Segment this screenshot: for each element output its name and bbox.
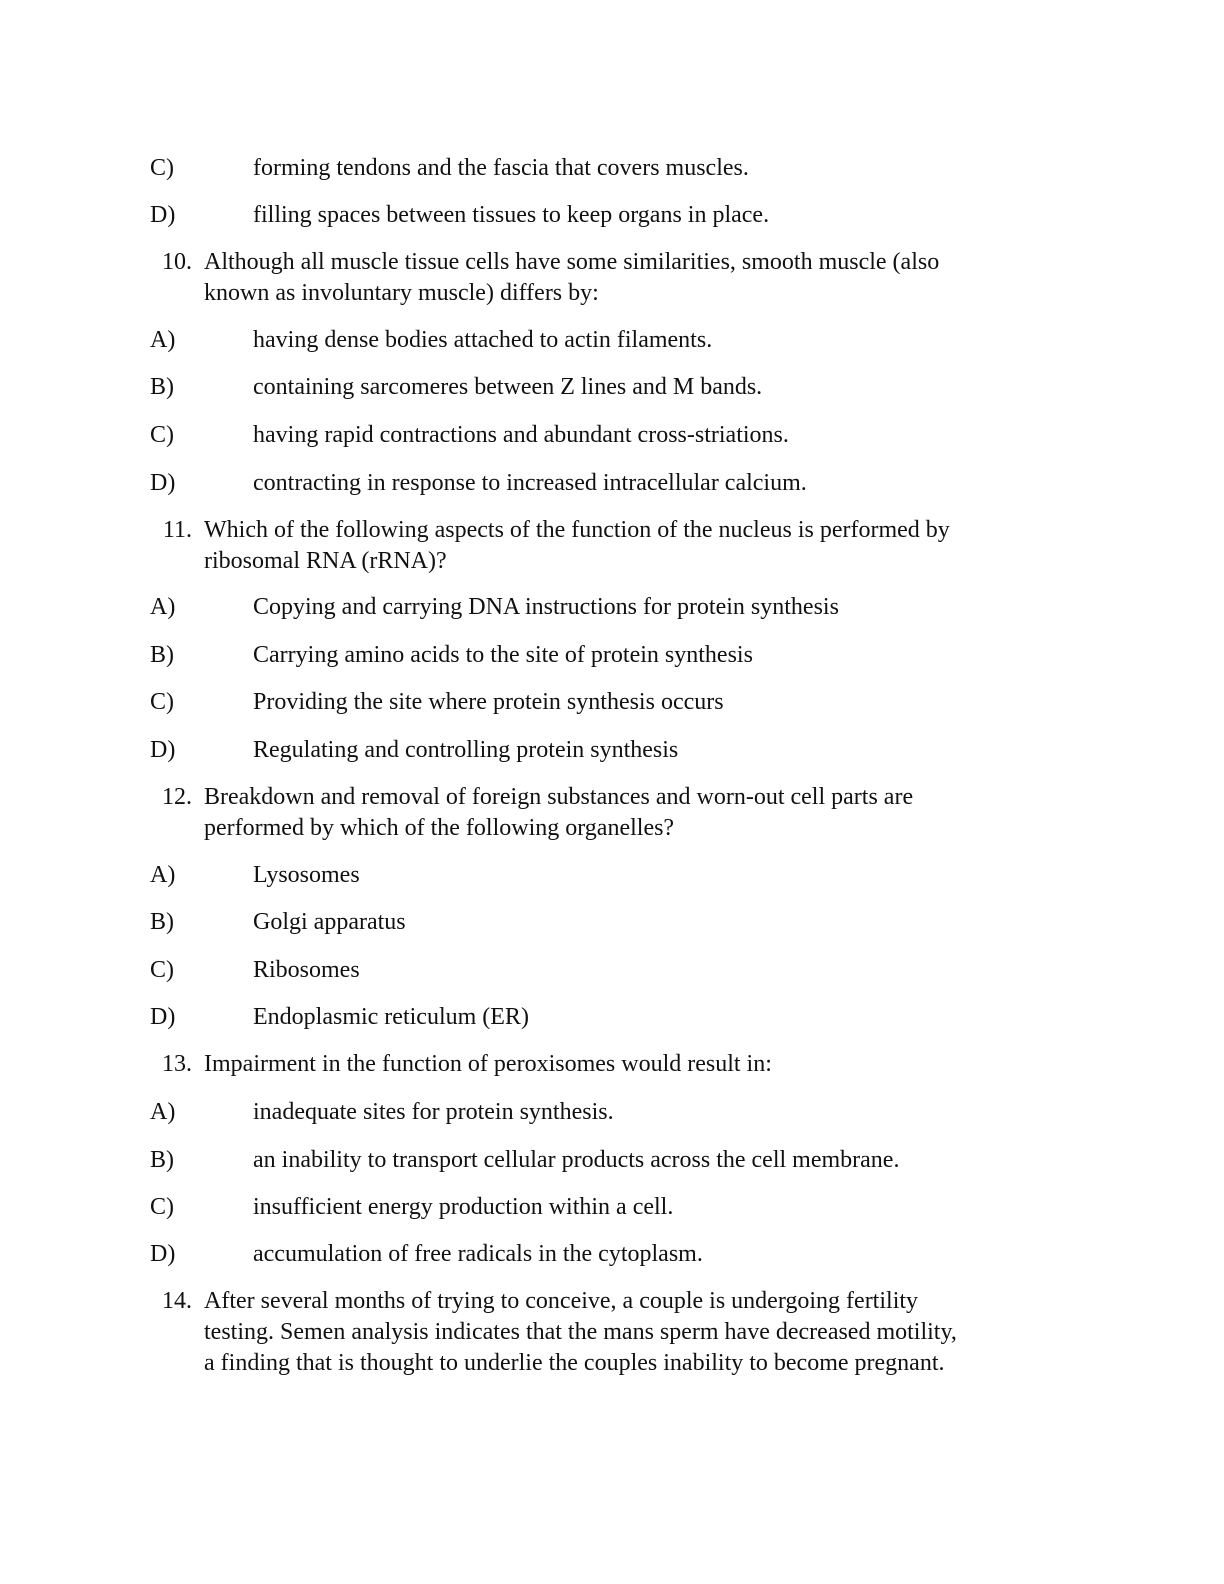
option-text: Carrying amino acids to the site of protein synthesis bbox=[253, 642, 753, 668]
option-text: Copying and carrying DNA instructions for protein synthesis bbox=[253, 594, 839, 620]
option-letter: C) bbox=[150, 957, 174, 983]
option-text: containing sarcomeres between Z lines and M bands. bbox=[253, 374, 763, 400]
option-text: forming tendons and the fascia that covers muscles. bbox=[253, 155, 749, 181]
question-line: Impairment in the function of peroxisomes would result in: bbox=[204, 1051, 772, 1077]
option-text: having dense bodies attached to actin filaments. bbox=[253, 327, 713, 353]
question-line: Which of the following aspects of the function of the nucleus is performed by bbox=[204, 517, 950, 543]
question-line: Breakdown and removal of foreign substances and worn-out cell parts are bbox=[204, 784, 914, 810]
option-letter: C) bbox=[150, 1194, 174, 1220]
option-letter: D) bbox=[150, 1241, 176, 1267]
option-letter: D) bbox=[150, 470, 176, 496]
option-text: Ribosomes bbox=[253, 957, 360, 983]
question-number: 14. bbox=[162, 1288, 192, 1314]
question-text bbox=[204, 1286, 1064, 1379]
question-number: 13. bbox=[162, 1051, 192, 1077]
option-letter: B) bbox=[150, 642, 174, 668]
option-letter: A) bbox=[150, 327, 176, 353]
option-text: Providing the site where protein synthesis occurs bbox=[253, 689, 724, 715]
question-line: Although all muscle tissue cells have some similarities, smooth muscle (also bbox=[204, 249, 940, 275]
option-text: accumulation of free radicals in the cytoplasm. bbox=[253, 1241, 703, 1267]
question-line: After several months of trying to conceive, a couple is undergoing fertility bbox=[204, 1288, 919, 1314]
question-text bbox=[204, 782, 1064, 844]
option-letter: A) bbox=[150, 594, 176, 620]
option-letter: B) bbox=[150, 374, 174, 400]
question-number: 11. bbox=[162, 517, 192, 543]
option-text: Lysosomes bbox=[253, 862, 360, 888]
option-letter: C) bbox=[150, 155, 174, 181]
option-letter: D) bbox=[150, 737, 176, 763]
option-text: Endoplasmic reticulum (ER) bbox=[253, 1004, 529, 1030]
option-text: contracting in response to increased intracellular calcium. bbox=[253, 470, 807, 496]
question-line: ribosomal RNA (rRNA)? bbox=[204, 548, 447, 574]
question-line: known as involuntary muscle) differs by: bbox=[204, 280, 599, 306]
option-letter: A) bbox=[150, 1099, 176, 1125]
option-letter: B) bbox=[150, 1147, 174, 1173]
option-letter: C) bbox=[150, 689, 174, 715]
option-text: Regulating and controlling protein synthesis bbox=[253, 737, 679, 763]
option-text: having rapid contractions and abundant cross-striations. bbox=[253, 422, 789, 448]
option-letter: D) bbox=[150, 202, 176, 228]
question-number: 10. bbox=[162, 249, 192, 275]
question-text bbox=[204, 515, 1064, 577]
option-letter: D) bbox=[150, 1004, 176, 1030]
option-text: Golgi apparatus bbox=[253, 909, 406, 935]
question-text bbox=[204, 1049, 1064, 1080]
option-text: inadequate sites for protein synthesis. bbox=[253, 1099, 614, 1125]
option-letter: B) bbox=[150, 909, 174, 935]
question-line: testing. Semen analysis indicates that the mans sperm have decreased motility, bbox=[204, 1319, 957, 1345]
question-text bbox=[204, 247, 1064, 309]
question-line: a finding that is thought to underlie the couples inability to become pregnant. bbox=[204, 1350, 945, 1376]
option-text: filling spaces between tissues to keep organs in place. bbox=[253, 202, 770, 228]
option-text: an inability to transport cellular products across the cell membrane. bbox=[253, 1147, 900, 1173]
option-text: insufficient energy production within a cell. bbox=[253, 1194, 674, 1220]
question-line: performed by which of the following organelles? bbox=[204, 815, 675, 841]
option-letter: A) bbox=[150, 862, 176, 888]
option-letter: C) bbox=[150, 422, 174, 448]
question-number: 12. bbox=[162, 784, 192, 810]
